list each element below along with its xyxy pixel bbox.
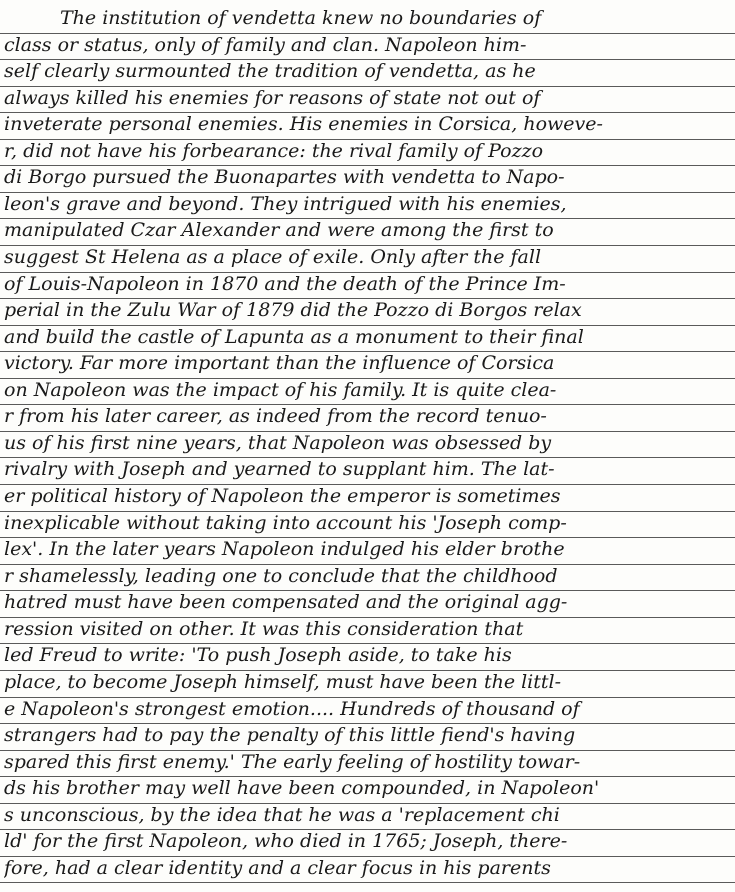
handwritten-line: suggest St Helena as a place of exile. Only after the fall [4,246,542,268]
handwritten-line: place, to become Joseph himself, must have been the littl- [4,671,562,693]
handwritten-line: class or status, only of family and clan. Napoleon him- [4,34,527,56]
handwritten-line: s unconscious, by the idea that he was a 'replacement chi [4,804,560,826]
handwritten-line: spared this first enemy.' The early feeling of hostility towar- [4,751,581,773]
handwritten-line: inveterate personal enemies. His enemies in Corsica, howeve- [4,113,603,135]
handwritten-line: ld' for the first Napoleon, who died in 1765; Joseph, there- [4,830,568,852]
handwritten-line: r shamelessly, leading one to conclude that the childhood [4,565,558,587]
handwritten-line: and build the castle of Lapunta as a monument to their final [4,326,584,348]
handwritten-line: of Louis-Napoleon in 1870 and the death of the Prince Im- [4,273,566,295]
handwritten-line: ds his brother may well have been compounded, in Napoleon' [4,777,600,799]
handwritten-line: di Borgo pursued the Buonapartes with vendetta to Napo- [4,166,565,188]
handwritten-line: leon's grave and beyond. They intrigued with his enemies, [4,193,567,215]
handwritten-line: r, did not have his forbearance: the rival family of Pozzo [4,140,544,162]
handwritten-line: fore, had a clear identity and a clear focus in his parents [4,857,551,879]
handwritten-line: ression visited on other. It was this consideration that [4,618,524,640]
handwritten-line: lex'. In the later years Napoleon indulged his elder brothe [4,538,565,560]
handwritten-line: strangers had to pay the penalty of this little fiend's having [4,724,576,746]
handwritten-line: r from his later career, as indeed from the record tenuo- [4,405,547,427]
handwritten-line: rivalry with Joseph and yearned to supplant him. The lat- [4,458,555,480]
handwritten-line: on Napoleon was the impact of his family. It is quite clea- [4,379,557,401]
handwritten-line: inexplicable without taking into account his 'Joseph comp- [4,512,567,534]
handwritten-line: led Freud to write: 'To push Joseph aside, to take his [4,644,512,666]
handwritten-line: hatred must have been compensated and the original agg- [4,591,568,613]
handwritten-line: us of his first nine years, that Napoleon was obsessed by [4,432,552,454]
handwritten-line: manipulated Czar Alexander and were among the first to [4,219,554,241]
handwritten-line: The institution of vendetta knew no boundaries of [60,7,542,29]
handwritten-line: always killed his enemies for reasons of state not out of [4,87,541,109]
handwritten-line: victory. Far more important than the influence of Corsica [4,352,555,374]
handwritten-line: er political history of Napoleon the emperor is sometimes [4,485,561,507]
handwritten-line: e Napoleon's strongest emotion.... Hundreds of thousand of [4,698,580,720]
handwritten-line: perial in the Zulu War of 1879 did the Pozzo di Borgos relax [4,299,582,321]
handwritten-line: self clearly surmounted the tradition of vendetta, as he [4,60,536,82]
